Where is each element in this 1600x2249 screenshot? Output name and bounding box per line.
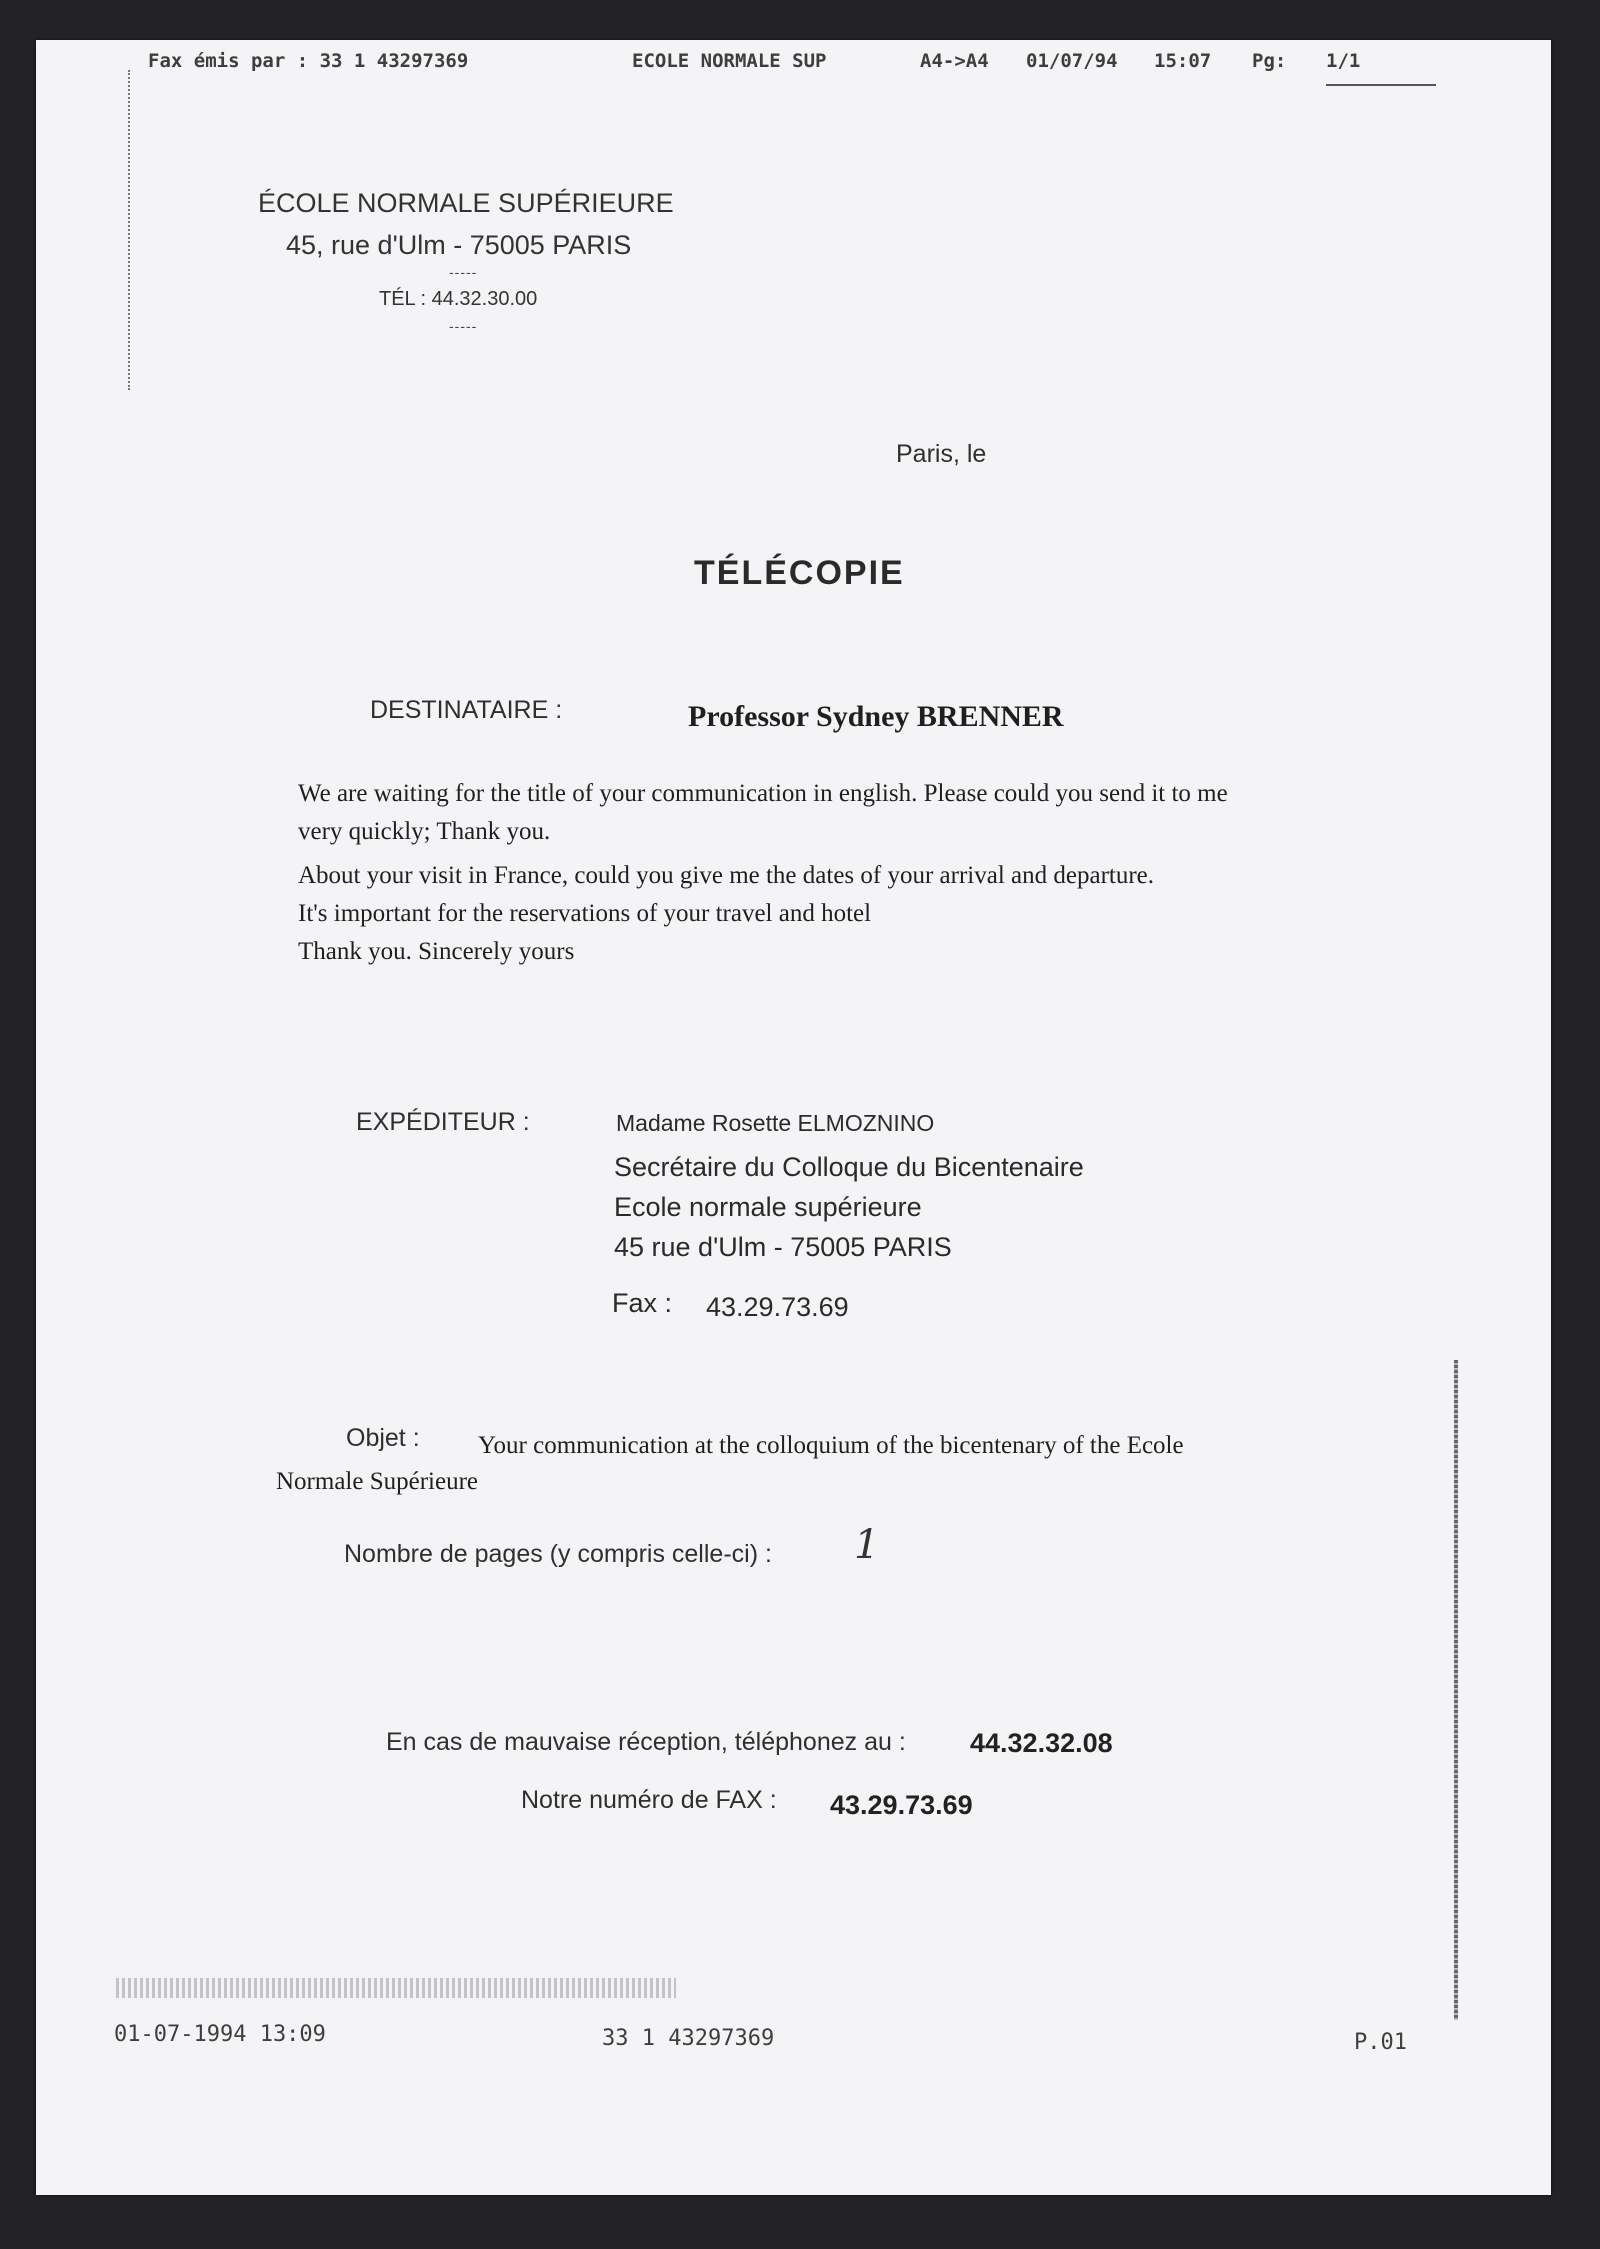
subject-label: Objet : <box>346 1424 420 1452</box>
fax-page <box>36 40 1551 2195</box>
scan-artifact-right <box>1454 1360 1458 2020</box>
document-title: TÉLÉCOPIE <box>694 554 905 592</box>
message-line-2: very quickly; Thank you. <box>298 818 551 845</box>
sender-label: EXPÉDITEUR : <box>356 1108 530 1136</box>
fax-header-sender: Fax émis par : 33 1 43297369 <box>148 50 469 72</box>
tx-footer-datetime: 01-07-1994 13:09 <box>114 2022 326 2047</box>
letterhead-name: ÉCOLE NORMALE SUPÉRIEURE <box>258 188 674 218</box>
fax-header-organisation: ECOLE NORMALE SUP <box>632 50 827 72</box>
sender-line-4: 45 rue d'Ulm - 75005 PARIS <box>614 1232 952 1262</box>
message-line-5: Thank you. Sincerely yours <box>298 938 575 965</box>
recipient-label: DESTINATAIRE : <box>370 696 563 724</box>
letterhead-dash-bottom: ----- <box>449 318 478 334</box>
pages-label: Nombre de pages (y compris celle-ci) : <box>344 1540 772 1568</box>
message-line-4: It's important for the reservations of your travel and hotel <box>298 900 872 927</box>
tx-footer-page: P.01 <box>1354 2030 1407 2055</box>
letterhead-phone: TÉL : 44.32.30.00 <box>379 288 538 310</box>
place-date: Paris, le <box>896 440 987 468</box>
fax-header-page-label: Pg: <box>1252 50 1287 72</box>
fax-header-time: 15:07 <box>1154 50 1212 72</box>
fax-number-value: 43.29.73.69 <box>830 1790 973 1820</box>
subject-line-2: Normale Supérieure <box>276 1468 479 1495</box>
tx-footer-number: 33 1 43297369 <box>602 2026 775 2051</box>
letterhead-address: 45, rue d'Ulm - 75005 PARIS <box>286 230 632 260</box>
fax-header-date: 01/07/94 <box>1026 50 1118 72</box>
fax-header-rule <box>1326 84 1436 86</box>
sender-fax-value: 43.29.73.69 <box>706 1292 849 1322</box>
sender-line-1: Madame Rosette ELMOZNINO <box>616 1110 935 1136</box>
scan-smudge <box>116 1978 676 1998</box>
fax-header-page-value: 1/1 <box>1326 50 1361 72</box>
sender-line-2: Secrétaire du Colloque du Bicentenaire <box>614 1152 1084 1182</box>
message-line-3: About your visit in France, could you give me the dates of your arrival and departure. <box>298 862 1155 889</box>
bad-reception-phone: 44.32.32.08 <box>970 1728 1113 1758</box>
recipient-name: Professor Sydney BRENNER <box>688 700 1064 733</box>
sender-line-3: Ecole normale supérieure <box>614 1192 922 1222</box>
fax-header-format: A4->A4 <box>920 50 989 72</box>
message-line-1: We are waiting for the title of your communication in english. Please could you send it to me <box>298 780 1228 807</box>
letterhead-dash-top: ----- <box>449 264 478 280</box>
bad-reception-label: En cas de mauvaise réception, téléphonez au : <box>386 1728 906 1756</box>
pages-value-handwritten: 1 <box>854 1522 880 1568</box>
subject-line-1: Your communication at the colloquium of the bicentenary of the Ecole <box>478 1432 1184 1459</box>
sender-fax-label: Fax : <box>612 1288 673 1318</box>
scan-artifact-left <box>128 70 132 390</box>
fax-number-label: Notre numéro de FAX : <box>521 1786 777 1814</box>
